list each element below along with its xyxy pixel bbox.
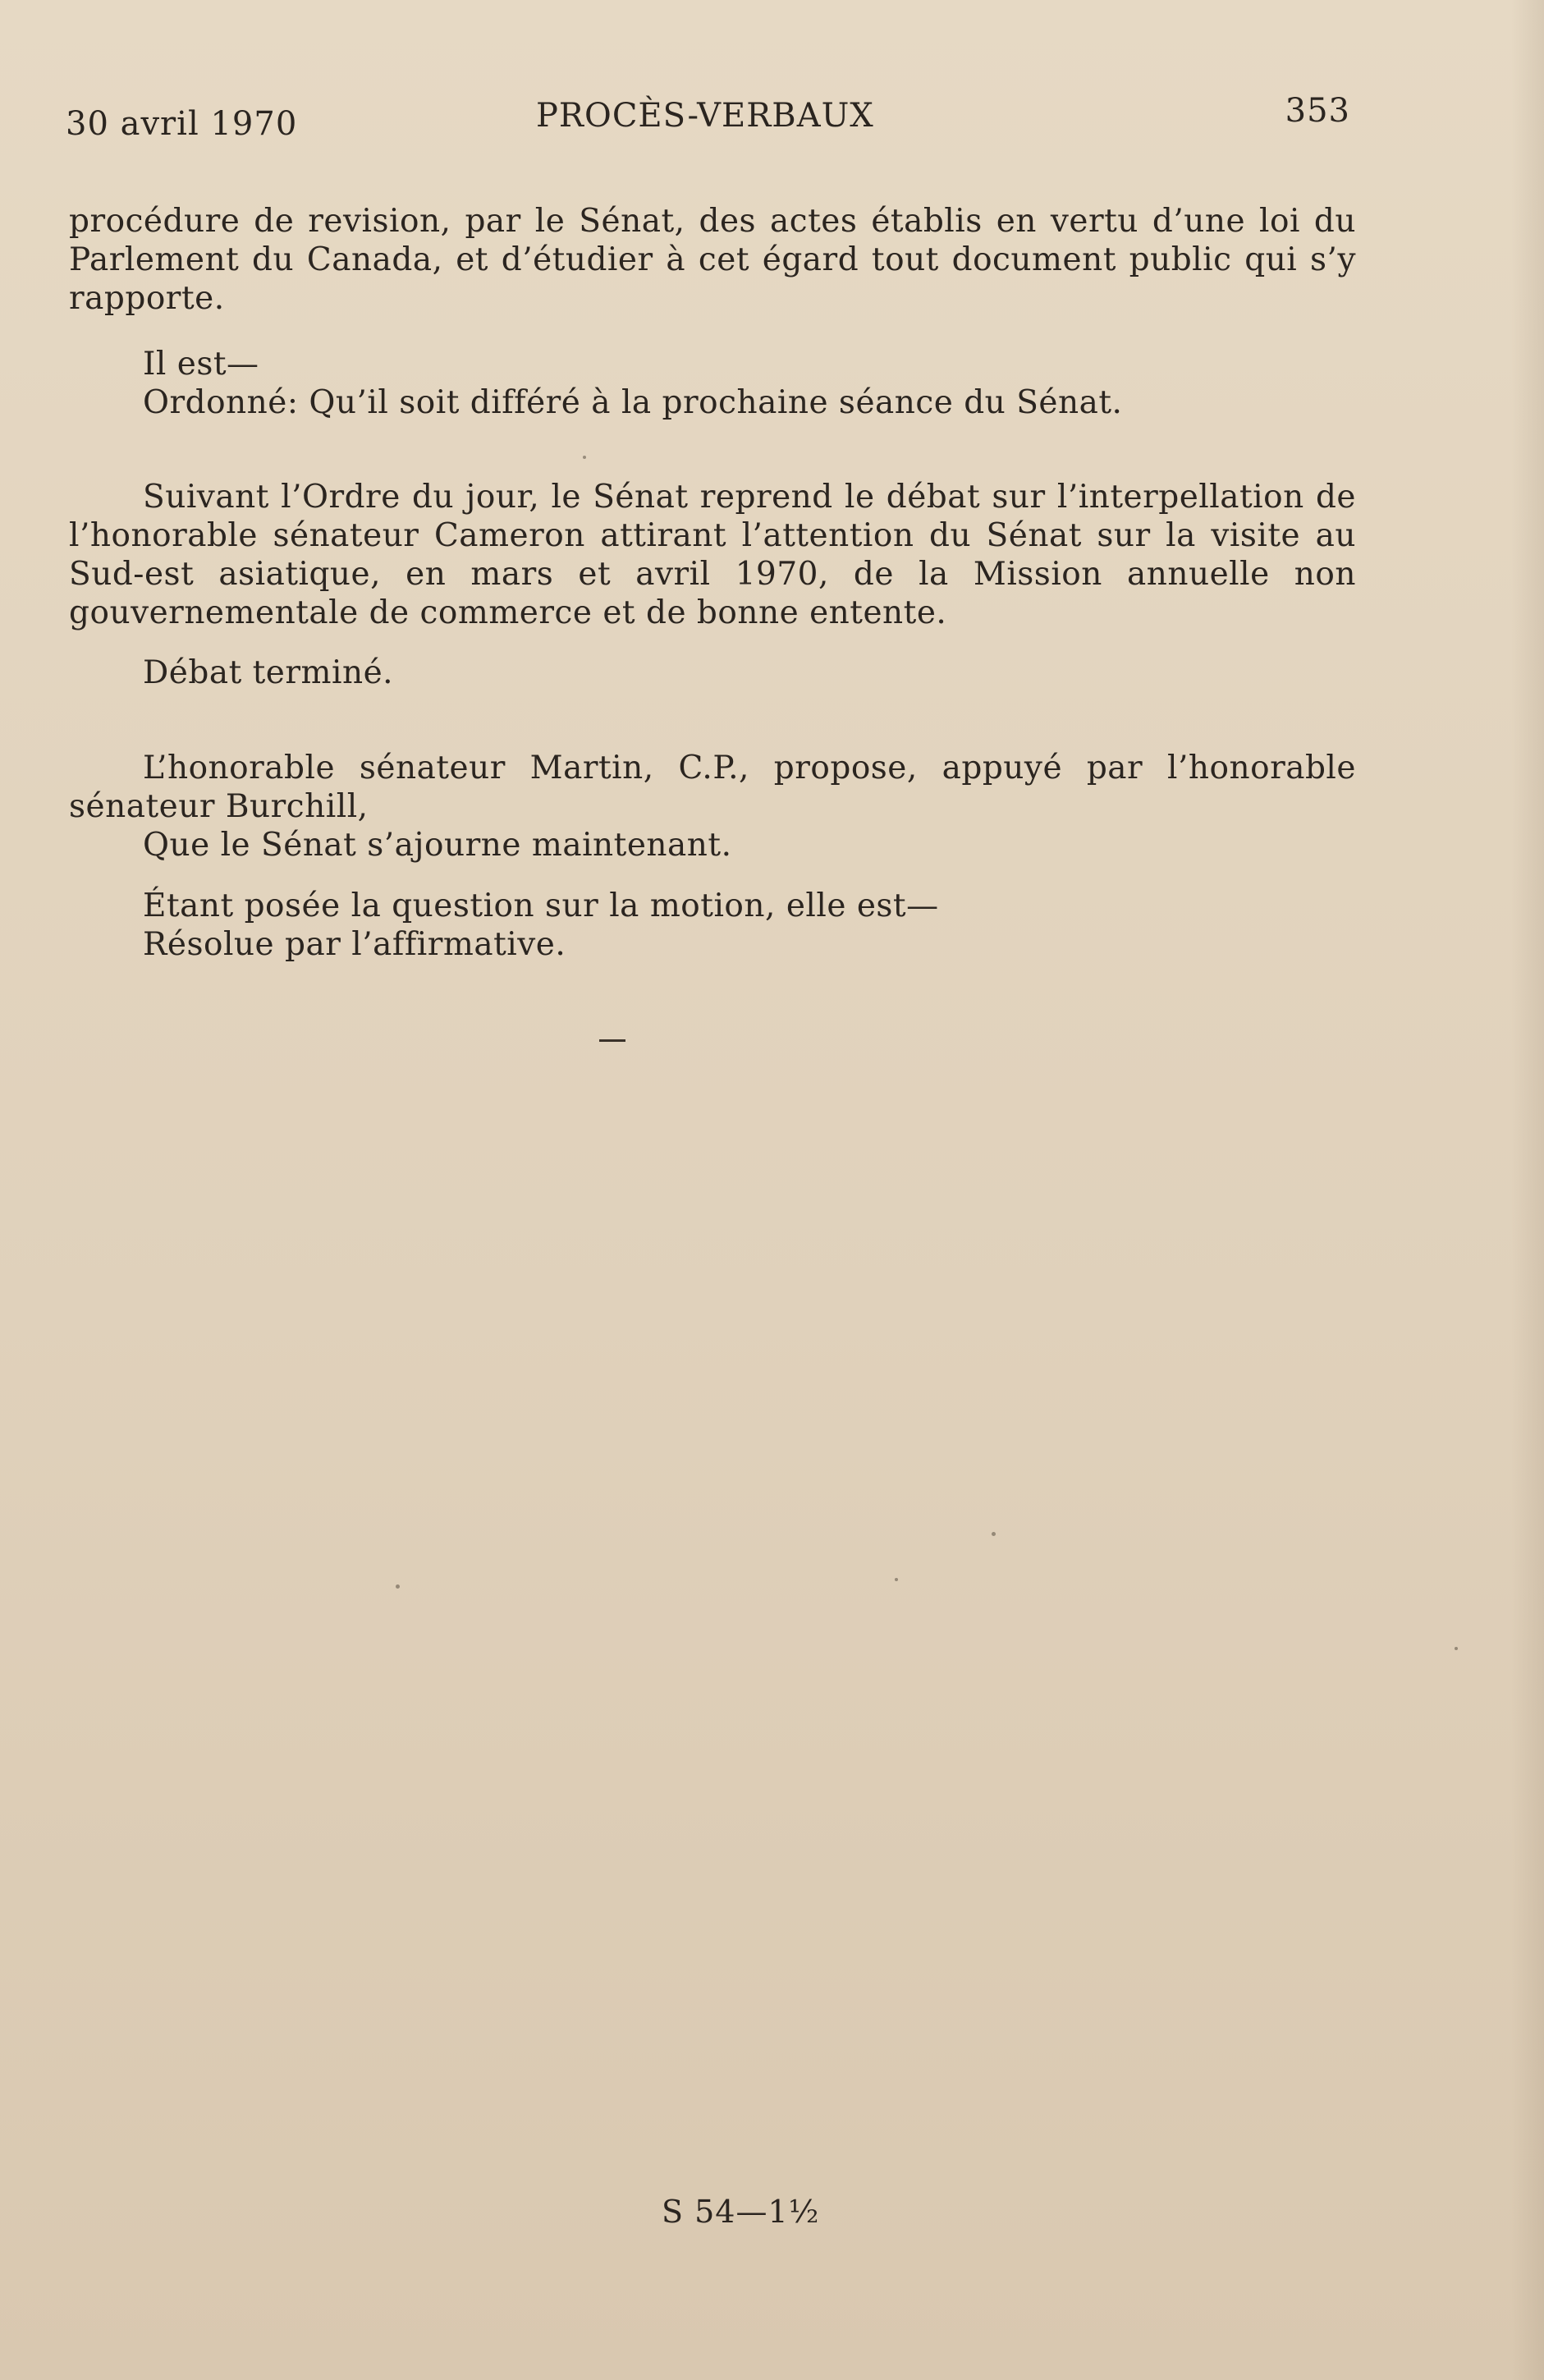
paper-speck [1455, 1647, 1458, 1650]
paragraph-line: Il est— [143, 346, 259, 383]
signature-mark: S 54—1½ [662, 2194, 820, 2230]
paragraph-text: L’honorable sénateur Martin, C.P., propose, appuyé par l’honorable sénateur Burchill, [69, 750, 1356, 825]
paper-speck [992, 1532, 996, 1536]
paper-speck [583, 456, 586, 459]
paragraph-adjournment-motion [69, 749, 1356, 864]
page-number: 353 [1285, 92, 1350, 130]
paragraph-text: Suivant l’Ordre du jour, le Sénat reprend le débat sur l’interpellation de l’honorable sénateur Cameron attirant l’attention du Sénat sur la visite au Sud-est asiatique, en mars et avril 1970, de la Mission annuelle non gouvernementale de commerce et de bonne entente. [69, 479, 1356, 631]
paragraph-revision-procedure [69, 202, 1356, 318]
paper-speck [895, 1578, 898, 1581]
paragraph-debate-ended [69, 653, 1356, 692]
page-edge-shadow [1511, 0, 1544, 2380]
section-end-dash [599, 1039, 625, 1042]
header-date: 30 avril 1970 [66, 105, 298, 143]
paragraph-order-deferred [69, 345, 1356, 422]
paper-speck [396, 1584, 400, 1589]
paragraph-line: Que le Sénat s’ajourne maintenant. [143, 827, 732, 864]
paragraph-line: Étant posée la question sur la motion, elle est— [143, 887, 939, 924]
paragraph-text: procédure de revision, par le Sénat, des actes établis en vertu d’une loi du Parlement du Canada, et d’étudier à cet égard tout document public qui s’y rapporte. [69, 203, 1356, 317]
paragraph-line: Résolue par l’affirmative. [143, 926, 566, 963]
page-header [66, 92, 1350, 146]
paragraph-text: Débat terminé. [143, 654, 394, 691]
paragraph-motion-resolved [69, 887, 1356, 964]
paragraph-line: Ordonné: Qu’il soit différé à la prochaine séance du Sénat. [143, 384, 1123, 421]
paragraph-interpellation-debate [69, 478, 1356, 632]
header-title: PROCÈS-VERBAUX [536, 97, 874, 135]
